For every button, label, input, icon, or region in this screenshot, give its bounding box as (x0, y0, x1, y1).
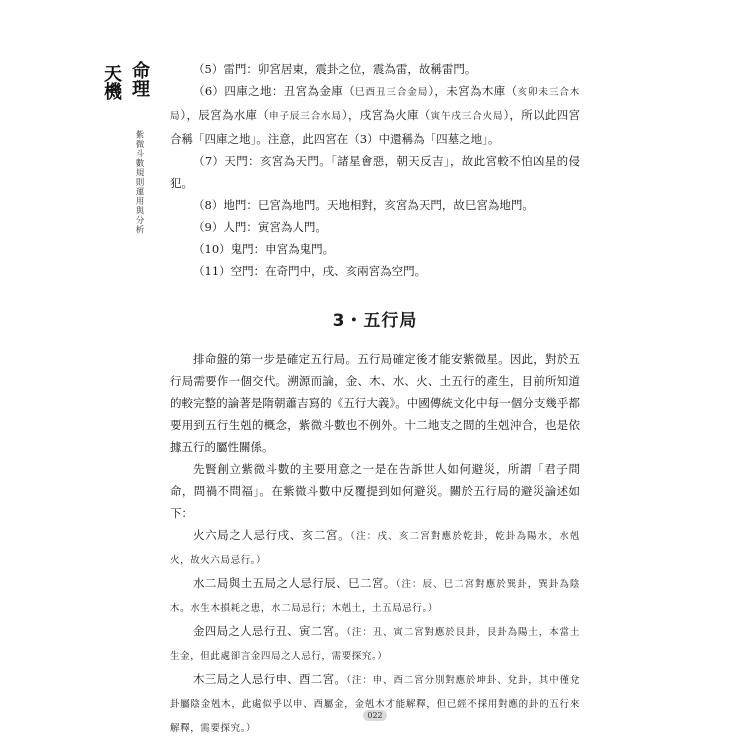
rule-note: （注：辰、巳二宮對應於巽卦，巽卦為陰木。水生木損耗之患，水二局忌行；木剋土，土五局忌行。） (170, 579, 580, 614)
gate-6-part: ），所以此四宮合稱「四庫之地」。注意，此四宮在（3）中還稱為「四墓之地」。 (170, 108, 581, 146)
gate-6-note: 申子辰三合水局 (269, 111, 342, 122)
book-title-line1: 命理 (129, 61, 150, 97)
gate-6-note: 寅午戌三合火局 (430, 111, 504, 122)
rule-item (170, 572, 580, 620)
page-number (0, 710, 750, 721)
section-heading: 3・五行局 (332, 311, 418, 331)
gate-6-note: 巳酉丑三合金局 (355, 87, 429, 98)
rule-text: 金四局之人忌行丑、寅二宮。 (193, 624, 347, 638)
gate-6-part: ），辰宮為水庫（ (180, 108, 270, 122)
gate-6-part: ），戌宮為火庫（ (341, 108, 431, 122)
rule-note: （注：丑、寅二宮對應於艮卦，艮卦為陽土，本當土生金，但此處卻言金四局之人忌行，需要探究。） (170, 627, 581, 662)
gate-7: （7）天門：亥宮為天門。「諸星會惡，朝天反吉」，故此宮較不怕凶星的侵犯。 (170, 154, 580, 190)
page-number-label: 022 (363, 710, 386, 721)
gate-5: （5）雷門：卯宮居東，震卦之位，震為雷，故稱雷門。 (193, 62, 477, 76)
gate-6 (170, 80, 580, 150)
gate-9: （9）人門：寅宮為人門。 (193, 220, 327, 234)
page-content (170, 58, 580, 740)
gate-6-note: 亥卯未三合木局 (170, 87, 580, 122)
rule-text: 水二局與土五局之人忌行辰、巳二宮。 (193, 576, 396, 590)
book-title (101, 58, 150, 100)
gate-6-part: ），未宮為木庫（ (428, 84, 518, 98)
body-paragraph: 排命盤的第一步是確定五行局。五行局確定後才能安紫微星。因此，對於五行局需要作一個交代。溯源而論，金、木、水、火、土五行的產生，目前所知道的較完整的論著是隋朝蕭吉寫的《五行大義》。中國傳統文化中每一個分支幾乎都要用到五行生剋的概念，紫微斗數也不例外。十二地支之間的生剋沖合，也是依據五行的屬性關係。 (170, 352, 580, 454)
rule-text: 火六局之人忌行戌、亥二宮。 (193, 528, 351, 542)
rule-item (170, 524, 580, 572)
body-paragraph: 先賢創立紫微斗數的主要用意之一是在告訴世人如何避災，所謂「君子問命，問禍不問福」。在紫微斗數中反覆提到如何避災。關於五行局的避災論述如下： (170, 462, 580, 520)
rule-text: 木三局之人忌行申、酉二宮。 (193, 672, 347, 686)
rule-item (170, 620, 580, 668)
gate-11: （11）空門：在奇門中，戌、亥兩宮為空門。 (193, 264, 427, 278)
gate-8: （8）地門：巳宮為地門。天地相對，亥宮為天門，故巳宮為地門。 (193, 198, 534, 212)
rule-note: （注：申、酉二宮分別對應於坤卦、兌卦，其中僅兌卦屬陰金剋木，此處似乎以申、酉屬金，金剋木才能解釋，但已經不採用對應的卦的五行來解釋，需要探究。） (170, 675, 581, 734)
rule-note: （注：戌、亥二宮對應於乾卦，乾卦為陽水，水剋火，故火六局忌行。） (170, 531, 581, 566)
gate-6-part: （6）四庫之地：丑宮為金庫（ (193, 84, 356, 98)
rule-item (170, 668, 580, 740)
book-subtitle: 紫微斗數規則運用與分析 (134, 130, 144, 235)
gate-10: （10）鬼門：申宮為鬼門。 (193, 242, 335, 256)
book-title-line2: 天機 (101, 64, 122, 100)
